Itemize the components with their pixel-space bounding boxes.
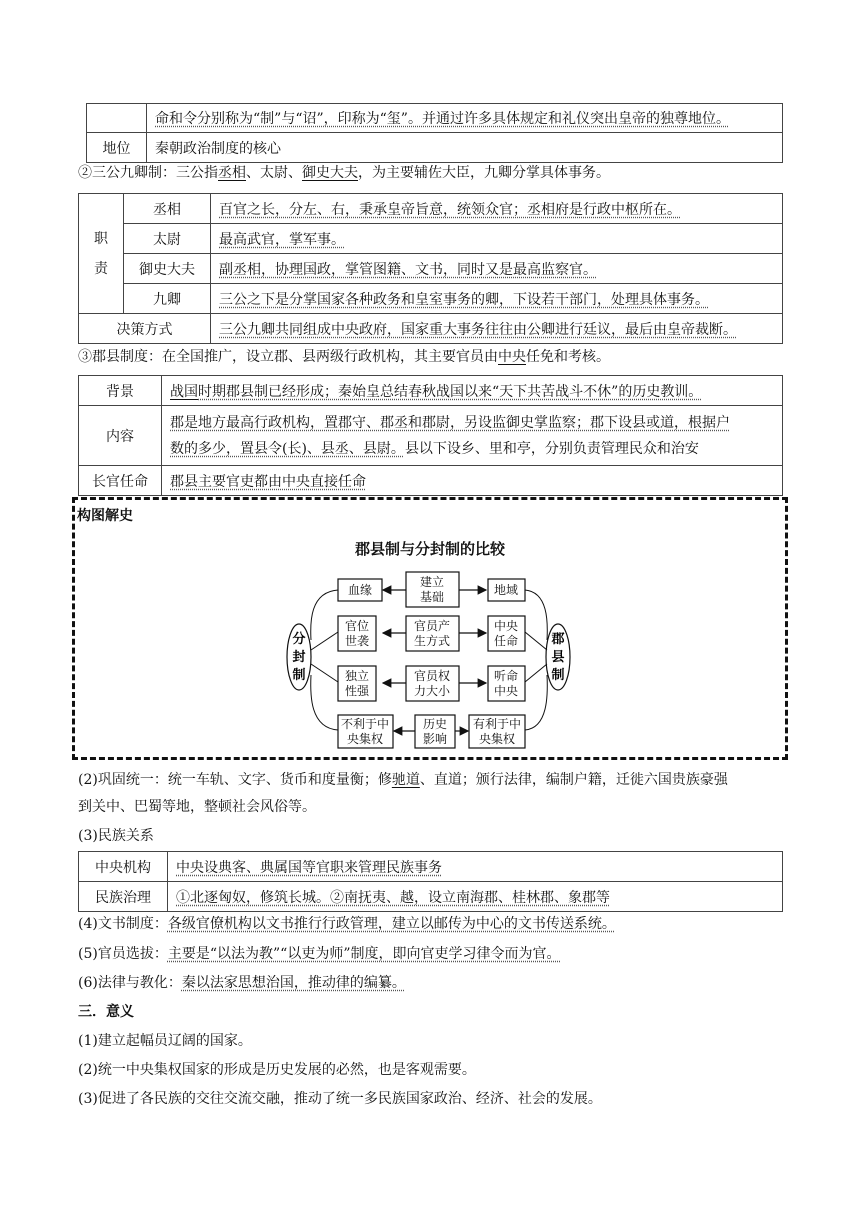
governance-head: 民族治理: [79, 882, 168, 912]
center-text: 影响: [422, 732, 448, 746]
official-selection: (5)官员选拔：主要是“以法为教”“以吏为师”制度，即向官吏学习律令而为官。: [78, 946, 561, 962]
section-heading: 三．意义: [78, 1004, 134, 1020]
junxian-paragraph: ③郡县制度：在全国推广，设立郡、县两级行政机构，其主要官员由中央任免和考核。: [78, 349, 610, 365]
emperor-row-text: 命和令分别称为“制”与“诏”，印称为“玺”。并通过许多具体规定和礼仪突出皇帝的独尊地位。: [147, 104, 783, 133]
right-label-char: 县: [551, 650, 565, 665]
status-value: 秦朝政治制度的核心: [147, 133, 783, 163]
ethnic-heading: (3)民族关系: [78, 828, 154, 844]
left-text: 官位: [344, 619, 370, 633]
central-head: 中央机构: [79, 852, 168, 882]
center-text: 建立: [419, 575, 445, 589]
right-label-char: 制: [551, 668, 565, 683]
diagram-title: 郡县制与分封制的比较: [354, 540, 505, 558]
duty-group-head: 职责: [79, 194, 124, 314]
consolidation-line1: (2)巩固统一：统一车轨、文字、货币和度量衡；修驰道、直道；颁行法律，编制户籍，迁徙六国贵族豪强: [78, 772, 728, 788]
left-text: 性强: [344, 684, 370, 698]
official-desc: 三公之下是分掌国家各种政务和皇室事务的卿，下设若干部门，处理具体事务。: [211, 284, 783, 314]
center-text: 官员权: [413, 669, 451, 683]
right-text: 听命: [493, 669, 519, 683]
content-value: 郡是地方最高行政机构，置郡守、郡丞和郡尉，另设监御史掌监察；郡下设县或道，根据户 数的多少，置县令(长)、县丞、县尉。县以下设乡、里和亭，分别负责管理民众和治安: [162, 406, 783, 466]
center-text: 历史: [422, 717, 448, 731]
right-text: 中央: [493, 619, 519, 633]
right-text: 任命: [493, 634, 519, 648]
center-text: 力大小: [413, 684, 451, 698]
center-text: 基础: [419, 590, 445, 604]
center-text: 官员产: [413, 619, 451, 633]
left-text: 独立: [344, 669, 370, 683]
official-name: 太尉: [124, 224, 211, 254]
official-name: 御史大夫: [124, 254, 211, 284]
right-text: 中央: [493, 684, 519, 698]
left-text: 央集权: [346, 732, 384, 746]
sangong-paragraph: ②三公九卿制：三公指丞相、太尉、御史大夫，为主要辅佐大臣，九卿分掌具体事务。: [78, 165, 610, 181]
right-text: 地域: [493, 583, 519, 597]
official-desc: 副丞相，协理国政，掌管图籍、文书，同时又是最高监察官。: [211, 254, 783, 284]
content-head: 内容: [79, 406, 162, 466]
decision-value: 三公九卿共同组成中央政府，国家重大事务往往由公卿进行廷议，最后由皇帝裁断。: [211, 314, 783, 344]
consolidation-line2: 到关中、巴蜀等地，整顿社会风俗等。: [78, 799, 316, 815]
status-head: 地位: [87, 133, 147, 163]
left-text: 世袭: [344, 634, 370, 648]
significance-item: (1)建立起幅员辽阔的国家。: [78, 1033, 252, 1049]
document-system: (4)文书制度：各级官僚机构以文书推行行政管理，建立以邮传为中心的文书传送系统。: [78, 916, 616, 932]
ethnic-table: [78, 851, 783, 912]
significance-item: (2)统一中央集权国家的形成是历史发展的必然，也是客观需要。: [78, 1062, 476, 1078]
official-name: 九卿: [124, 284, 211, 314]
left-text: 血缘: [347, 583, 373, 597]
background-head: 背景: [79, 376, 162, 406]
governance-value: ①北逐匈奴，修筑长城。②南抚夷、越，设立南海郡、桂林郡、象郡等: [168, 882, 783, 912]
right-text: 央集权: [478, 732, 516, 746]
official-desc: 百官之长，分左、右，秉承皇帝旨意，统领众官；丞相府是行政中枢所在。: [211, 194, 783, 224]
right-label-char: 郡: [551, 632, 565, 647]
decision-head: 决策方式: [79, 314, 211, 344]
central-value: 中央设典客、典属国等官职来管理民族事务: [168, 852, 783, 882]
appoint-value: 郡县主要官吏都由中央直接任命: [162, 466, 783, 496]
left-label-char: 封: [292, 650, 306, 665]
left-label-char: 分: [292, 632, 306, 647]
significance-item: (3)促进了各民族的交往交流交融，推动了统一多民族国家政治、经济、社会的发展。: [78, 1091, 602, 1107]
center-text: 生方式: [413, 634, 451, 648]
law-education: (6)法律与教化：秦以法家思想治国，推动律的编纂。: [78, 975, 406, 991]
section-label: 构图解史: [77, 508, 133, 524]
official-name: 丞相: [124, 194, 211, 224]
appoint-head: 长官任命: [79, 466, 162, 496]
background-value: 战国时期郡县制已经形成；秦始皇总结春秋战国以来“天下共苦战斗不休”的历史教训。: [162, 376, 783, 406]
left-label-char: 制: [292, 668, 306, 683]
left-text: 不利于中: [340, 717, 390, 731]
official-desc: 最高武官，掌军事。: [211, 224, 783, 254]
right-text: 有利于中: [472, 717, 522, 731]
